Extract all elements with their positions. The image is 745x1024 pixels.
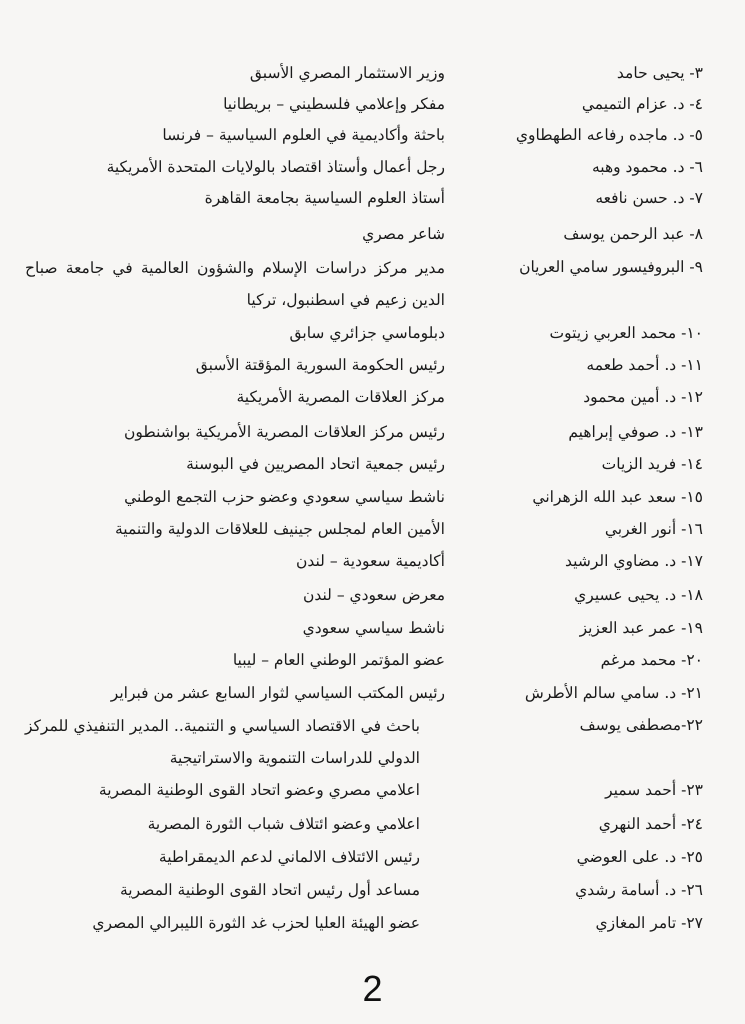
signatory-role: عضو المؤتمر الوطني العام – ليبيا: [232, 651, 445, 669]
signatory-name: ٢٧- تامر المغازي: [595, 914, 703, 932]
signatory-name: ١٩- عمر عبد العزيز: [579, 619, 703, 637]
signatory-name: ٨- عبد الرحمن يوسف: [563, 225, 703, 243]
list-item: [0, 775, 745, 805]
signatory-role: اعلامي مصري وعضو اتحاد القوى الوطنية المصرية: [98, 781, 420, 799]
signatory-name: ٩- البروفيسور سامي العريان: [519, 258, 703, 276]
signatory-name: ٧- د. حسن نافعه: [595, 189, 703, 207]
signatory-name: ٢٥- د. على العوضي: [576, 848, 703, 866]
list-item: [0, 645, 745, 675]
signatory-role: باحثة وأكاديمية في العلوم السياسية – فرنسا: [162, 126, 445, 144]
signatory-role: مركز العلاقات المصرية الأمريكية: [236, 388, 445, 406]
list-item: [0, 449, 745, 479]
signatory-name: ١٠- محمد العربي زيتوت: [549, 324, 703, 342]
list-item: [0, 318, 745, 348]
signatory-role: مدير مركز دراسات الإسلام والشؤون العالمية في جامعة صباح الدين زعيم في اسطنبول، تركيا: [25, 259, 445, 309]
signatory-role: رئيس مركز العلاقات المصرية الأمريكية بواشنطون: [123, 423, 445, 441]
signatory-name: ٢٦- د. أسامة رشدي: [575, 881, 703, 899]
list-item: [0, 580, 745, 610]
list-item: [0, 120, 745, 150]
signatory-role: باحث في الاقتصاد السياسي و التنمية.. المدير التنفيذي للمركز الدولي للدراسات التنموية والاستراتيجية: [25, 717, 420, 767]
list-item: [0, 678, 745, 708]
signatory-role: عضو الهيئة العليا لحزب غد الثورة الليبرالي المصري: [92, 914, 420, 932]
signatory-name: ١٣- د. صوفي إبراهيم: [568, 423, 703, 441]
list-item: [0, 875, 745, 905]
signatory-name: ٤- د. عزام التميمي: [581, 95, 703, 113]
list-item: [0, 514, 745, 544]
signatory-role: رجل أعمال وأستاذ اقتصاد بالولايات المتحدة الأمريكية: [106, 158, 445, 176]
page-number: 2: [362, 968, 383, 1009]
list-item: [0, 710, 745, 774]
signatory-role: مفكر وإعلامي فلسطيني – بريطانيا: [223, 95, 445, 113]
signatory-role: أكاديمية سعودية – لندن: [295, 552, 445, 570]
signatory-name: ٦- د. محمود وهبه: [591, 158, 703, 176]
list-item: [0, 350, 745, 380]
list-item: [0, 908, 745, 938]
signatory-name: ٣- يحيى حامد: [616, 64, 703, 82]
signatory-role: ناشط سياسي سعودي: [302, 619, 445, 637]
signatory-role: الأمين العام لمجلس جينيف للعلاقات الدولية والتنمية: [114, 520, 445, 538]
list-item: [0, 152, 745, 182]
list-item: [0, 183, 745, 213]
signatory-role: معرض سعودي – لندن: [302, 586, 445, 604]
signatory-name: ١٨- د. يحيى عسيري: [574, 586, 703, 604]
signatory-name: ٢٣- أحمد سمير: [605, 781, 703, 799]
list-item: [0, 546, 745, 576]
signatory-role: شاعر مصري: [362, 225, 445, 243]
list-item: [0, 219, 745, 249]
signatory-name: ١٧- د. مضاوي الرشيد: [565, 552, 703, 570]
list-item: [0, 417, 745, 447]
signatory-name: ١٢- د. أمين محمود: [583, 388, 703, 406]
signatory-role: رئيس الائتلاف الالماني لدعم الديمقراطية: [158, 848, 420, 866]
signatory-role: أستاذ العلوم السياسية بجامعة القاهرة: [204, 189, 445, 207]
signatory-role: دبلوماسي جزائري سابق: [289, 324, 445, 342]
signatory-role: رئيس المكتب السياسي لثوار السابع عشر من فبراير: [110, 684, 445, 702]
list-item: [0, 482, 745, 512]
signatory-name: ٥- د. ماجده رفاعه الطهطاوي: [515, 126, 703, 144]
signatory-role: مساعد أول رئيس اتحاد القوى الوطنية المصرية: [120, 881, 420, 899]
list-item: [0, 382, 745, 412]
signatory-name: ٢١- د. سامي سالم الأطرش: [524, 684, 703, 702]
signatory-name: ١٥- سعد عبد الله الزهراني: [532, 488, 703, 506]
signatory-name: ١٦- أنور الغربي: [604, 520, 703, 538]
list-item: [0, 809, 745, 839]
signatory-role: رئيس الحكومة السورية المؤقتة الأسبق: [195, 356, 445, 374]
signatory-role: وزير الاستثمار المصري الأسبق: [249, 64, 445, 82]
list-item: [0, 252, 745, 316]
signatory-role: ناشط سياسي سعودي وعضو حزب التجمع الوطني: [124, 488, 445, 506]
list-item: [0, 842, 745, 872]
signatory-name: ٢٠- محمد مرغم: [600, 651, 703, 669]
signatory-name: ٢٤- أحمد النهري: [598, 815, 703, 833]
signatory-role: اعلامي وعضو ائتلاف شباب الثورة المصرية: [147, 815, 420, 833]
list-item: [0, 613, 745, 643]
list-item: [0, 58, 745, 88]
signatory-name: ١٤- فريد الزيات: [601, 455, 703, 473]
signatory-role: رئيس جمعية اتحاد المصريين في البوسنة: [186, 455, 445, 473]
signatory-name: ٢٢-مصطفى يوسف: [579, 716, 703, 734]
signatory-name: ١١- د. أحمد طعمه: [586, 356, 703, 374]
list-item: [0, 89, 745, 119]
